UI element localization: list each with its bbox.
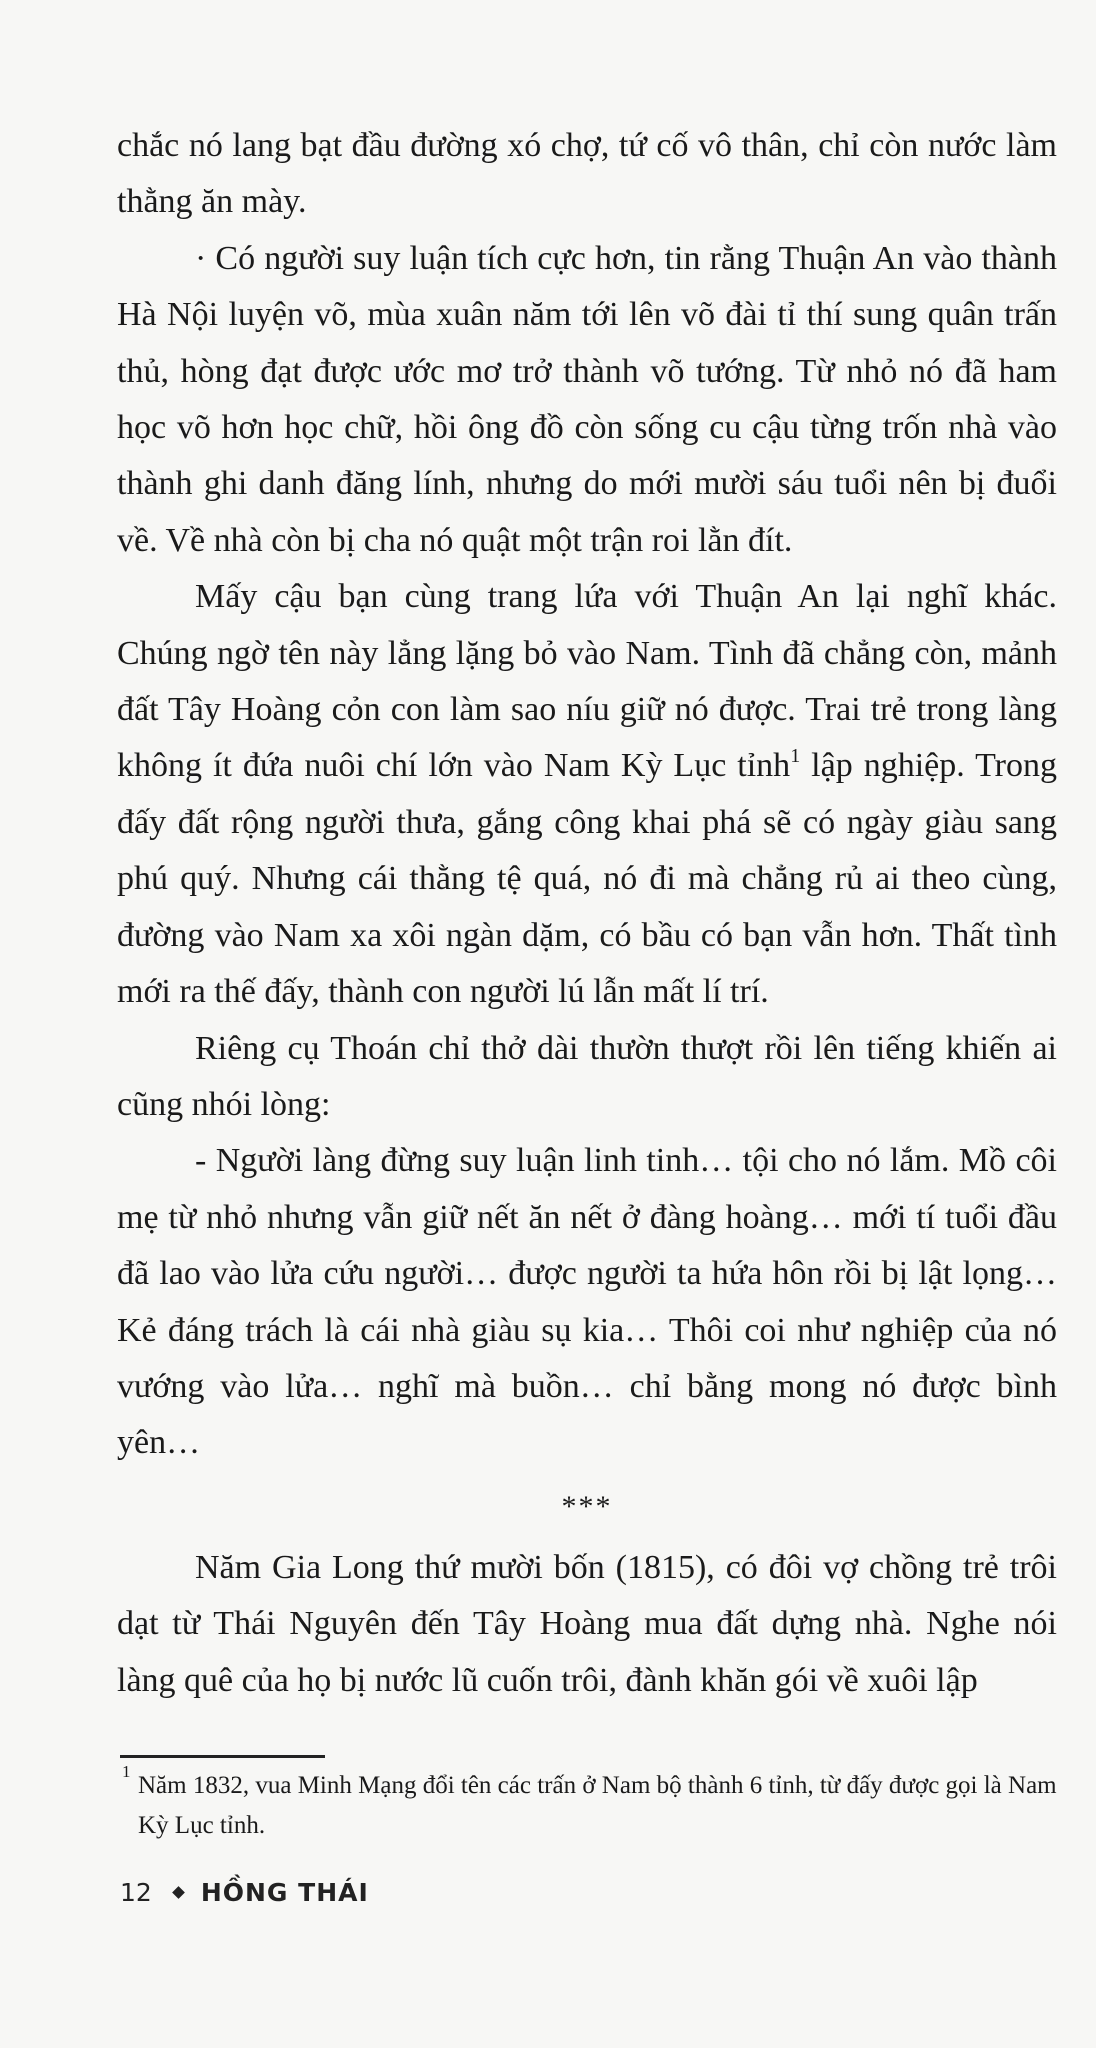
author-name: HỒNG THÁI <box>200 1877 369 1907</box>
page-number: 12 <box>120 1877 152 1907</box>
paragraph: Riêng cụ Thoán chỉ thở dài thườn thượt rồi lên tiếng khiến ai cũng nhói lòng: <box>117 1029 1057 1123</box>
paragraph-text: Mấy cậu bạn cùng trang lứa với Thuận An lại nghĩ khác. Chúng ngờ tên này lẳng lặng bỏ vào Nam. Tình đã chẳng còn, mảnh đất Tây Hoàng cỏn con làm sao níu giữ nó được. Trai trẻ trong làng không ít đứa nuôi chí lớn vào Nam Kỳ Lục tỉnh <box>117 578 1057 785</box>
footnote-text: Năm 1832, vua Minh Mạng đổi tên các trấn ở Nam bộ thành 6 tỉnh, từ đấy được gọi là Nam Kỳ Lục tỉnh. <box>138 1772 1057 1839</box>
paragraph: chắc nó lang bạt đầu đường xó chợ, tứ cố vô thân, chỉ còn nước làm thằng ăn mày. <box>117 127 1057 221</box>
section-separator: *** <box>561 1489 613 1523</box>
footnote: 1 Năm 1832, vua Minh Mạng đổi tên các trấn ở Nam bộ thành 6 tỉnh, từ đấy được gọi là Nam Kỳ Lục tỉnh. <box>122 1762 1057 1839</box>
paragraph: · Có người suy luận tích cực hơn, tin rằng Thuận An vào thành Hà Nội luyện võ, mùa xuân năm tới lên võ đài tỉ thí sung quân trấn thủ, hòng đạt được ước mơ trở thành võ tướng. Từ nhỏ nó đã ham học võ hơn học chữ, hồi ông đồ còn sống cu cậu từng trốn nhà vào thành ghi danh đăng lính, nhưng do mới mười sáu tuổi nên bị đuổi về. Về nhà còn bị cha nó quật một trận roi lằn đít. <box>117 239 1057 559</box>
paragraph <box>117 569 1057 1020</box>
footnote-reference: 1 <box>790 745 801 768</box>
body-text <box>117 118 1057 1709</box>
paragraph: - Người làng đừng suy luận linh tinh… tội cho nó lắm. Mồ côi mẹ từ nhỏ nhưng vẫn giữ nết ăn nết ở đàng hoàng… mới tí tuổi đầu đã lao vào lửa cứu người… được người ta hứa hôn rồi bị lật lọng… Kẻ đáng trách là cái nhà giàu sụ kia… Thôi coi như nghiệp của nó vướng vào lửa… nghĩ mà buồn… chỉ bằng mong nó được bình yên… <box>117 1142 1057 1462</box>
page-footer <box>120 1872 369 1912</box>
diamond-icon <box>172 1886 185 1899</box>
paragraph-text: lập nghiệp. Trong đấy đất rộng người thưa, gắng công khai phá sẽ có ngày giàu sang phú quý. Nhưng cái thằng tệ quá, nó đi mà chẳng rủ ai theo cùng, đường vào Nam xa xôi ngàn dặm, có bầu có bạn vẫn hơn. Thất tình mới ra thế đấy, thành con người lú lẫn mất lí trí. <box>117 747 1058 1011</box>
footnote-divider <box>120 1755 325 1758</box>
paragraph: Năm Gia Long thứ mười bốn (1815), có đôi vợ chồng trẻ trôi dạt từ Thái Nguyên đến Tây Hoàng mua đất dựng nhà. Nghe nói làng quê của họ bị nước lũ cuốn trôi, đành khăn gói về xuôi lập <box>117 1548 1057 1699</box>
